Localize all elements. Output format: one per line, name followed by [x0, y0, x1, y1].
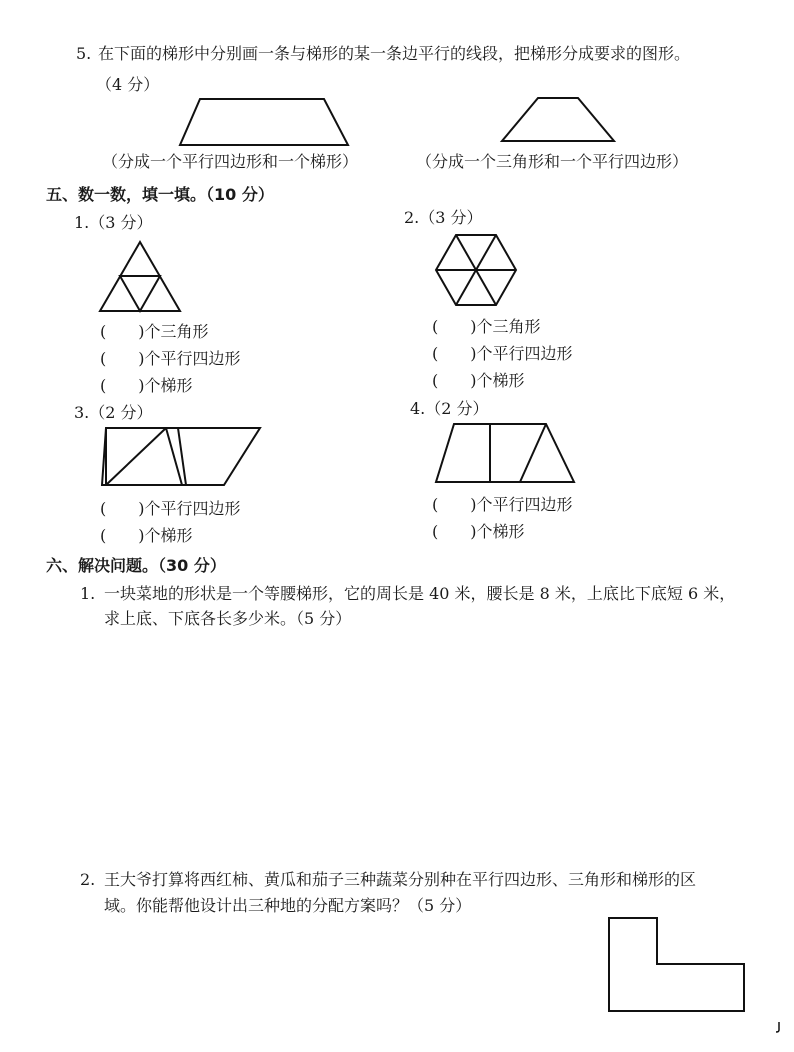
s6-p2-l-shape-figure [607, 916, 747, 1014]
s5-item2-label: 2.（3 分） [404, 208, 483, 227]
q5-score: （4 分） [96, 75, 160, 94]
section5-title: 五、数一数，填一填。（10 分） [46, 185, 274, 204]
s5-item2-blank-triangles: ( )个三角形 [432, 317, 541, 336]
q5-number: 5. [76, 44, 92, 63]
s5-item4-blank-trapezoids: ( )个梯形 [432, 522, 525, 541]
s5-item4-trapezoid-figure [434, 422, 576, 484]
section6-title: 六、解决问题。（30 分） [46, 556, 226, 575]
s6-p2-number: 2. [80, 870, 96, 889]
q5-caption-right: （分成一个三角形和一个平行四边形） [416, 152, 689, 171]
s6-p2-line1: 王大爷打算将西红柿、黄瓜和茄子三种蔬菜分别种在平行四边形、三角形和梯形的区 [104, 870, 697, 889]
s5-item1-blank-triangles: ( )个三角形 [100, 322, 209, 341]
q5-caption-left: （分成一个平行四边形和一个梯形） [102, 152, 359, 171]
s6-p1-number: 1. [80, 584, 96, 603]
s5-item1-blank-trapezoids: ( )个梯形 [100, 376, 193, 395]
s5-item4-blank-parallelograms: ( )个平行四边形 [432, 495, 573, 514]
q5-trapezoid-right [500, 96, 616, 144]
s5-item3-blank-parallelograms: ( )个平行四边形 [100, 499, 241, 518]
trapezoid-shape [502, 98, 614, 141]
s5-item2-hexagon-figure [434, 232, 518, 308]
s5-item1-triangle-figure [98, 240, 184, 314]
q5-trapezoid-left [178, 96, 350, 148]
s5-item1-label: 1.（3 分） [74, 213, 153, 232]
s5-item4-label: 4.（2 分） [410, 399, 489, 418]
s5-item3-parallelogram-figure [100, 426, 262, 488]
s5-item1-blank-parallelograms: ( )个平行四边形 [100, 349, 241, 368]
s5-item2-blank-parallelograms: ( )个平行四边形 [432, 344, 573, 363]
s5-item2-blank-trapezoids: ( )个梯形 [432, 371, 525, 390]
trapezoid-shape [180, 99, 348, 145]
s6-p1-line2: 求上底、下底各长多少米。（5 分） [104, 609, 352, 628]
q5-text: 在下面的梯形中分别画一条与梯形的某一条边平行的线段，把梯形分成要求的图形。 [98, 44, 691, 63]
s6-p2-line2: 域。你能帮他设计出三种地的分配方案吗？（5 分） [104, 896, 472, 915]
s5-item3-label: 3.（2 分） [74, 403, 153, 422]
s5-item3-blank-trapezoids: ( )个梯形 [100, 526, 193, 545]
s6-p1-line1: 一块菜地的形状是一个等腰梯形，它的周长是 40 米，腰长是 8 米，上底比下底短 6 米， [104, 584, 736, 603]
page-edge-mark [770, 1020, 784, 1034]
